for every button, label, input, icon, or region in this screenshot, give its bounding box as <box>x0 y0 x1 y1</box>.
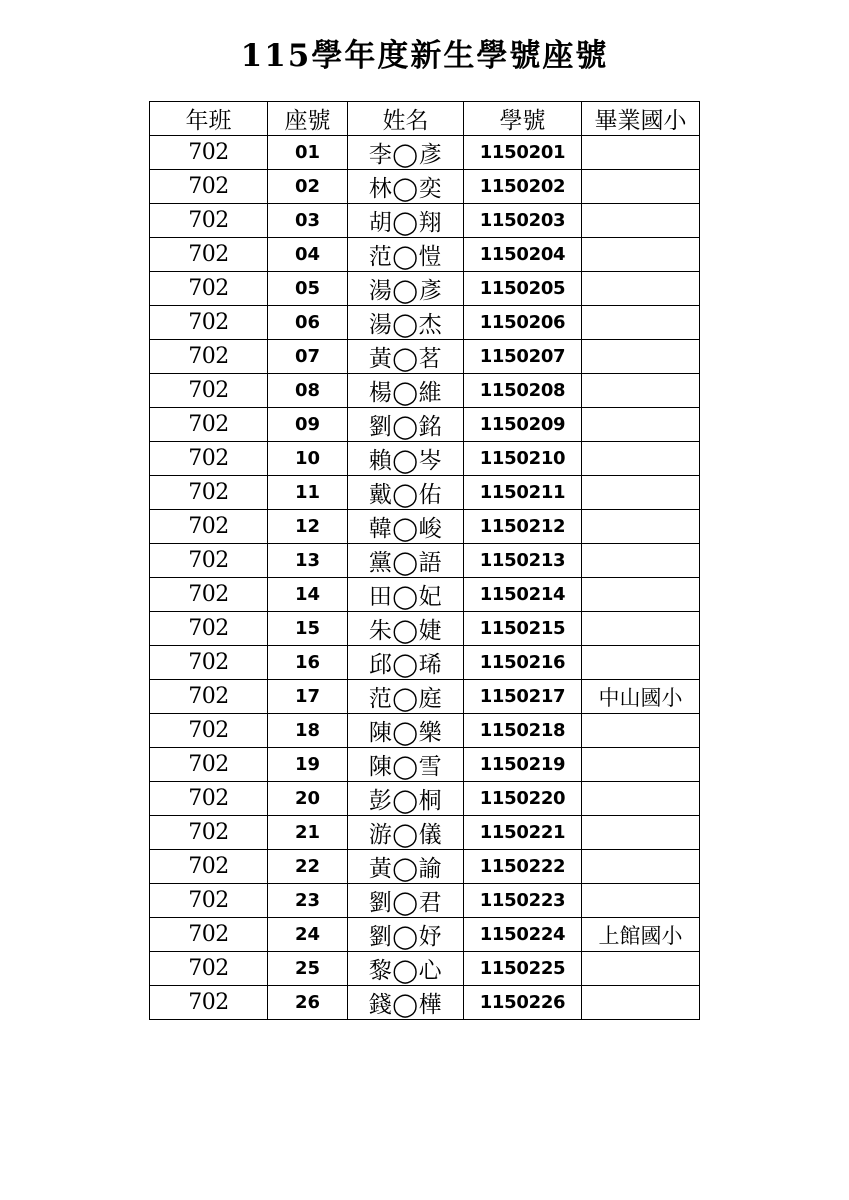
header-school: 畢業國小 <box>582 102 700 136</box>
cell-student-id: 1150219 <box>464 748 582 782</box>
cell-school <box>582 204 700 238</box>
cell-student-id: 1150214 <box>464 578 582 612</box>
table-row <box>150 612 700 646</box>
table-row <box>150 170 700 204</box>
cell-name: 胡◯翔 <box>348 204 464 238</box>
cell-name: 楊◯維 <box>348 374 464 408</box>
table-row <box>150 884 700 918</box>
cell-class: 702 <box>150 476 268 510</box>
cell-name: 朱◯婕 <box>348 612 464 646</box>
cell-school <box>582 850 700 884</box>
cell-name: 劉◯君 <box>348 884 464 918</box>
cell-seat: 12 <box>268 510 348 544</box>
cell-name: 陳◯樂 <box>348 714 464 748</box>
table-row <box>150 408 700 442</box>
cell-school <box>582 578 700 612</box>
cell-seat: 26 <box>268 986 348 1020</box>
table-row <box>150 680 700 714</box>
cell-name: 湯◯杰 <box>348 306 464 340</box>
cell-name: 湯◯彥 <box>348 272 464 306</box>
cell-name: 黎◯心 <box>348 952 464 986</box>
cell-seat: 07 <box>268 340 348 374</box>
table-row <box>150 238 700 272</box>
cell-class: 702 <box>150 544 268 578</box>
table-header-row <box>150 102 700 136</box>
cell-student-id: 1150218 <box>464 714 582 748</box>
cell-student-id: 1150226 <box>464 986 582 1020</box>
table-row <box>150 714 700 748</box>
cell-school <box>582 952 700 986</box>
cell-school <box>582 306 700 340</box>
cell-class: 702 <box>150 884 268 918</box>
cell-student-id: 1150224 <box>464 918 582 952</box>
cell-student-id: 1150211 <box>464 476 582 510</box>
cell-seat: 25 <box>268 952 348 986</box>
cell-class: 702 <box>150 442 268 476</box>
cell-student-id: 1150207 <box>464 340 582 374</box>
cell-student-id: 1150222 <box>464 850 582 884</box>
cell-seat: 13 <box>268 544 348 578</box>
cell-seat: 02 <box>268 170 348 204</box>
table-row <box>150 918 700 952</box>
cell-school <box>582 238 700 272</box>
cell-school <box>582 136 700 170</box>
cell-seat: 21 <box>268 816 348 850</box>
cell-name: 劉◯銘 <box>348 408 464 442</box>
cell-class: 702 <box>150 204 268 238</box>
cell-seat: 15 <box>268 612 348 646</box>
cell-student-id: 1150216 <box>464 646 582 680</box>
cell-school <box>582 816 700 850</box>
cell-student-id: 1150215 <box>464 612 582 646</box>
table-row <box>150 272 700 306</box>
cell-school <box>582 544 700 578</box>
cell-name: 游◯儀 <box>348 816 464 850</box>
cell-class: 702 <box>150 816 268 850</box>
cell-class: 702 <box>150 850 268 884</box>
cell-school <box>582 272 700 306</box>
cell-class: 702 <box>150 408 268 442</box>
cell-seat: 24 <box>268 918 348 952</box>
cell-school <box>582 714 700 748</box>
cell-school <box>582 476 700 510</box>
student-roster-table <box>149 101 700 1020</box>
cell-seat: 04 <box>268 238 348 272</box>
cell-student-id: 1150202 <box>464 170 582 204</box>
cell-student-id: 1150213 <box>464 544 582 578</box>
cell-class: 702 <box>150 986 268 1020</box>
cell-class: 702 <box>150 952 268 986</box>
header-seat: 座號 <box>268 102 348 136</box>
cell-class: 702 <box>150 374 268 408</box>
cell-class: 702 <box>150 714 268 748</box>
cell-seat: 20 <box>268 782 348 816</box>
table-body <box>150 136 700 1020</box>
table-row <box>150 544 700 578</box>
table-row <box>150 204 700 238</box>
cell-name: 范◯愷 <box>348 238 464 272</box>
cell-student-id: 1150208 <box>464 374 582 408</box>
cell-school <box>582 782 700 816</box>
cell-student-id: 1150217 <box>464 680 582 714</box>
cell-name: 黃◯茗 <box>348 340 464 374</box>
cell-class: 702 <box>150 510 268 544</box>
cell-name: 田◯妃 <box>348 578 464 612</box>
cell-student-id: 1150221 <box>464 816 582 850</box>
cell-seat: 19 <box>268 748 348 782</box>
cell-class: 702 <box>150 306 268 340</box>
table-row <box>150 136 700 170</box>
cell-student-id: 1150205 <box>464 272 582 306</box>
cell-student-id: 1150223 <box>464 884 582 918</box>
cell-student-id: 1150201 <box>464 136 582 170</box>
cell-student-id: 1150220 <box>464 782 582 816</box>
header-class: 年班 <box>150 102 268 136</box>
cell-class: 702 <box>150 272 268 306</box>
cell-student-id: 1150204 <box>464 238 582 272</box>
cell-student-id: 1150203 <box>464 204 582 238</box>
cell-class: 702 <box>150 782 268 816</box>
table-row <box>150 952 700 986</box>
cell-school <box>582 884 700 918</box>
cell-class: 702 <box>150 578 268 612</box>
table-row <box>150 510 700 544</box>
cell-name: 邱◯琋 <box>348 646 464 680</box>
cell-student-id: 1150212 <box>464 510 582 544</box>
cell-seat: 23 <box>268 884 348 918</box>
table-row <box>150 374 700 408</box>
cell-name: 錢◯樺 <box>348 986 464 1020</box>
cell-school <box>582 408 700 442</box>
table-row <box>150 476 700 510</box>
table-row <box>150 816 700 850</box>
page-title: 115學年度新生學號座號 <box>240 38 609 74</box>
cell-school <box>582 442 700 476</box>
cell-school: 上館國小 <box>582 918 700 952</box>
cell-school <box>582 748 700 782</box>
cell-student-id: 1150225 <box>464 952 582 986</box>
cell-name: 李◯彥 <box>348 136 464 170</box>
cell-name: 黃◯諭 <box>348 850 464 884</box>
cell-name: 韓◯峻 <box>348 510 464 544</box>
cell-seat: 22 <box>268 850 348 884</box>
table-row <box>150 442 700 476</box>
cell-seat: 05 <box>268 272 348 306</box>
table-row <box>150 578 700 612</box>
cell-seat: 03 <box>268 204 348 238</box>
cell-seat: 10 <box>268 442 348 476</box>
cell-seat: 01 <box>268 136 348 170</box>
cell-seat: 06 <box>268 306 348 340</box>
table-row <box>150 748 700 782</box>
cell-school <box>582 646 700 680</box>
cell-class: 702 <box>150 136 268 170</box>
cell-class: 702 <box>150 918 268 952</box>
table-row <box>150 646 700 680</box>
cell-school <box>582 612 700 646</box>
cell-school <box>582 374 700 408</box>
cell-class: 702 <box>150 170 268 204</box>
cell-seat: 18 <box>268 714 348 748</box>
cell-name: 賴◯岑 <box>348 442 464 476</box>
cell-school <box>582 340 700 374</box>
header-student-id: 學號 <box>464 102 582 136</box>
cell-name: 陳◯雪 <box>348 748 464 782</box>
cell-class: 702 <box>150 680 268 714</box>
cell-school <box>582 986 700 1020</box>
cell-seat: 16 <box>268 646 348 680</box>
cell-class: 702 <box>150 238 268 272</box>
cell-school: 中山國小 <box>582 680 700 714</box>
cell-name: 戴◯佑 <box>348 476 464 510</box>
cell-student-id: 1150210 <box>464 442 582 476</box>
cell-student-id: 1150206 <box>464 306 582 340</box>
cell-seat: 08 <box>268 374 348 408</box>
cell-name: 范◯庭 <box>348 680 464 714</box>
cell-class: 702 <box>150 612 268 646</box>
cell-student-id: 1150209 <box>464 408 582 442</box>
cell-name: 黨◯語 <box>348 544 464 578</box>
cell-seat: 14 <box>268 578 348 612</box>
cell-school <box>582 170 700 204</box>
cell-seat: 09 <box>268 408 348 442</box>
cell-school <box>582 510 700 544</box>
cell-seat: 17 <box>268 680 348 714</box>
header-name: 姓名 <box>348 102 464 136</box>
cell-seat: 11 <box>268 476 348 510</box>
table-row <box>150 850 700 884</box>
cell-class: 702 <box>150 646 268 680</box>
cell-name: 林◯奕 <box>348 170 464 204</box>
cell-name: 劉◯妤 <box>348 918 464 952</box>
table-row <box>150 340 700 374</box>
cell-class: 702 <box>150 748 268 782</box>
table-row <box>150 782 700 816</box>
table-row <box>150 306 700 340</box>
cell-name: 彭◯桐 <box>348 782 464 816</box>
cell-class: 702 <box>150 340 268 374</box>
table-row <box>150 986 700 1020</box>
